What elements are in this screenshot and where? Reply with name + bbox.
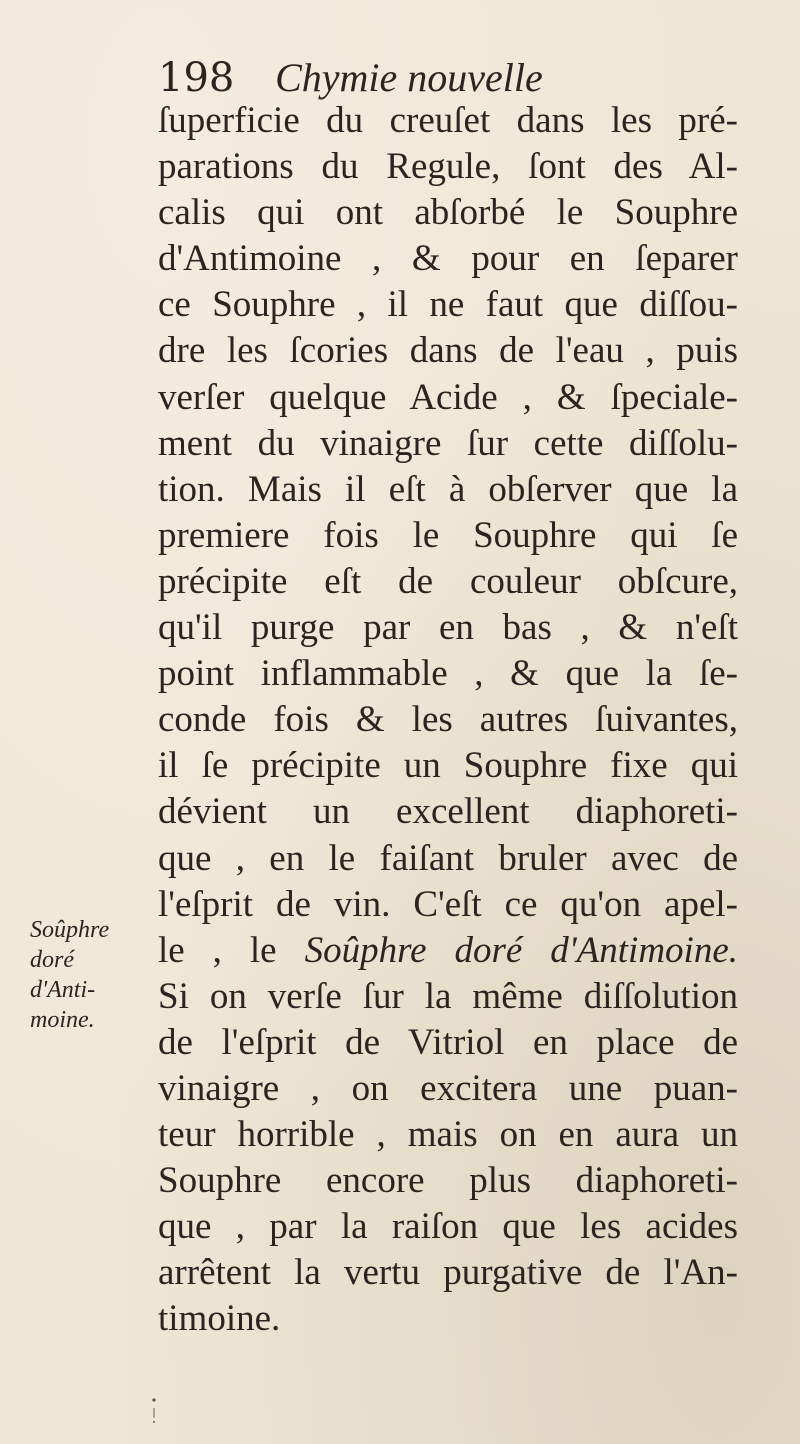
ink-speck xyxy=(148,1396,160,1426)
text-line: arrêtent la vertu purgative de l'An- xyxy=(158,1252,738,1294)
final-text-line: timoine. xyxy=(158,1298,281,1340)
text-line: précipite eſt de couleur obſcure, xyxy=(158,560,738,602)
text-line: teur horrible , mais on en aura un xyxy=(158,1114,738,1156)
text-line: dévient un excellent diaphoreti- xyxy=(158,791,738,833)
text-line: conde fois & les autres ſuivantes, xyxy=(158,699,738,741)
text-line: Si on verſe ſur la même diſſolution xyxy=(158,975,738,1017)
text-line-with-italic-term xyxy=(158,928,738,974)
text-line: d'Antimoine , & pour en ſeparer xyxy=(158,238,738,280)
text-line: qu'il purge par en bas , & n'eſt xyxy=(158,607,738,649)
text-line-prefix: le , le xyxy=(158,929,305,971)
page-number: 198 xyxy=(158,55,235,101)
marginal-note-line: d'Anti- xyxy=(30,977,96,1003)
text-line: ce Souphre , il ne faut que diſſou- xyxy=(158,284,738,326)
text-line: calis qui ont abſorbé le Souphre xyxy=(158,192,738,234)
marginal-note-line: Soûphre xyxy=(30,917,110,943)
text-line: ment du vinaigre ſur cette diſſolu- xyxy=(158,422,738,464)
marginal-note xyxy=(30,915,152,1035)
text-line: tion. Mais il eſt à obſerver que la xyxy=(158,468,738,510)
italic-term: Soûphre doré d'Antimoine. xyxy=(304,929,738,971)
page-header xyxy=(158,55,543,101)
text-line: il ſe précipite un Souphre fixe qui xyxy=(158,745,738,787)
marginal-note-line: doré xyxy=(30,947,74,973)
body-text xyxy=(158,98,738,1343)
text-line: point inflammable , & que la ſe- xyxy=(158,653,738,695)
text-line: dre les ſcories dans de l'eau , puis xyxy=(158,330,738,372)
text-line: que , en le faiſant bruler avec de xyxy=(158,837,738,879)
text-line: ſuperficie du creuſet dans les pré- xyxy=(158,100,738,141)
text-line: l'eſprit de vin. C'eſt ce qu'on apel- xyxy=(158,883,738,925)
running-title: Chymie nouvelle xyxy=(275,55,543,100)
text-line: parations du Regule, ſont des Al- xyxy=(158,146,738,188)
text-line: verſer quelque Acide , & ſpeciale- xyxy=(158,376,738,418)
text-line: de l'eſprit de Vitriol en place de xyxy=(158,1021,738,1063)
marginal-note-line: moine. xyxy=(30,1007,95,1033)
text-line: que , par la raiſon que les acides xyxy=(158,1206,738,1248)
text-line: premiere fois le Souphre qui ſe xyxy=(158,514,738,556)
text-line: Souphre encore plus diaphoreti- xyxy=(158,1160,738,1202)
text-line: vinaigre , on excitera une puan- xyxy=(158,1067,738,1109)
